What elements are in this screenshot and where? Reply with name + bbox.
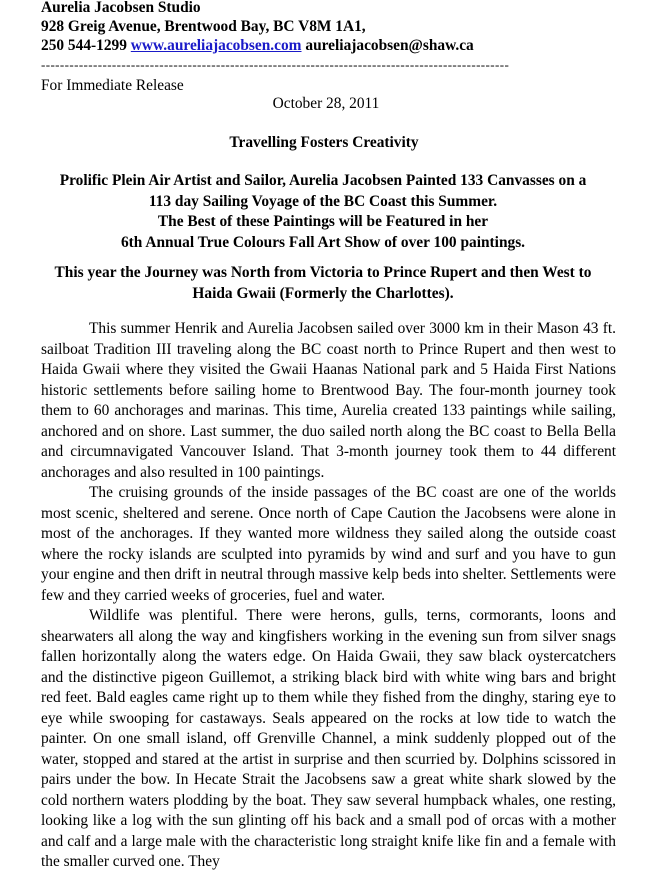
body-paragraph: This summer Henrik and Aurelia Jacobsen sailed over 3000 km in their Mason 43 ft. sailboat Tradition III traveling along the BC coast north to Prince Rupert and then west to Haida Gwaii where they visited the Gwaii Haanas National park and 5 Haida First Nations historic settlements before sailing home to Brentwood Bay. The four-month journey took them to 60 anchorages and marinas. This time, Aurelia created 133 paintings while sailing, anchored and on shore. Last summer, the duo sailed north along the BC coast to Bella Bella and circumnavigated Vancouver Island. That 3-month journey took them to 44 different anchorages and also resulted in 100 paintings. bbox=[41, 320, 616, 481]
studio-name: Aurelia Jacobsen Studio bbox=[41, 0, 201, 16]
release-label: For Immediate Release bbox=[41, 77, 184, 94]
press-release-title: Travelling Fosters Creativity bbox=[229, 134, 419, 151]
body-paragraph: The cruising grounds of the inside passages of the BC coast are one of the worlds most scenic, sheltered and serene. Once north of Cape Caution the Jacobsens were alone in most of the anchorages. If they wanted more wildness they sailed along the outside coast where the rocky islands are sculpted into pyramids by wind and surf and you have to gun your engine and then drift in neutral through massive kelp beds into shelter. Settlements were few and they carried weeks of groceries, fuel and water. bbox=[41, 484, 616, 604]
divider-line: --------------------------------------------------------------------------------------------------- bbox=[41, 58, 510, 72]
journey-subheadline-line: This year the Journey was North from Victoria to Prince Rupert and then West to bbox=[54, 264, 592, 281]
release-date: October 28, 2011 bbox=[272, 95, 380, 112]
contact-line bbox=[41, 36, 641, 55]
subheadline-line: 113 day Sailing Voyage of the BC Coast this Summer. bbox=[148, 192, 498, 210]
studio-address: 928 Greig Avenue, Brentwood Bay, BC V8M 1A1, bbox=[41, 18, 366, 35]
body-paragraph: Wildlife was plentiful. There were herons, gulls, terns, cormorants, loons and shearwaters all along the way and kingfishers working in the evening sun from silver snags fallen horizontally along the waters edge. On Haida Gwaii, they saw black oystercatchers and the distinctive pigeon Guillemot, a striking black bird with white wing bars and bright red feet. Bald eagles came right up to them while they fished from the dinghy, staring eye to eye while swooping for castaways. Seals appeared on the rocks at low tide to watch the painter. On one small island, off Grenville Channel, a mink suddenly plopped out of the water, stopped and stared at the artist in surprise and then scurried by. Dolphins scissored in pairs under the bow. In Hecate Strait the Jacobsens saw a great white shark slowed by the cold northern waters plodding by the boat. They saw several humpback whales, one resting, looking like a log with the sun glinting off his back and a small pod of orcas with a mother and calf and a large male with the characteristic long straight knife like fin and a female with the smaller curved one. They bbox=[41, 607, 616, 870]
email-address: aureliajacobsen@shaw.ca bbox=[305, 37, 474, 54]
subheadline-line: The Best of these Paintings will be Featured in her bbox=[157, 213, 489, 230]
subheadline bbox=[30, 171, 616, 253]
journey-subheadline bbox=[30, 263, 616, 304]
subheadline-line: 6th Annual True Colours Fall Art Show of over 100 paintings. bbox=[120, 233, 526, 251]
subheadline-line: Prolific Plein Air Artist and Sailor, Aurelia Jacobsen Painted 133 Canvasses on a bbox=[59, 172, 587, 189]
article-body bbox=[41, 319, 616, 873]
phone-number: 250 544-1299 bbox=[41, 37, 127, 54]
letterhead bbox=[41, 0, 641, 55]
website-link[interactable]: www.aureliajacobsen.com bbox=[130, 37, 302, 54]
journey-subheadline-line: Haida Gwaii (Formerly the Charlottes). bbox=[192, 284, 454, 302]
